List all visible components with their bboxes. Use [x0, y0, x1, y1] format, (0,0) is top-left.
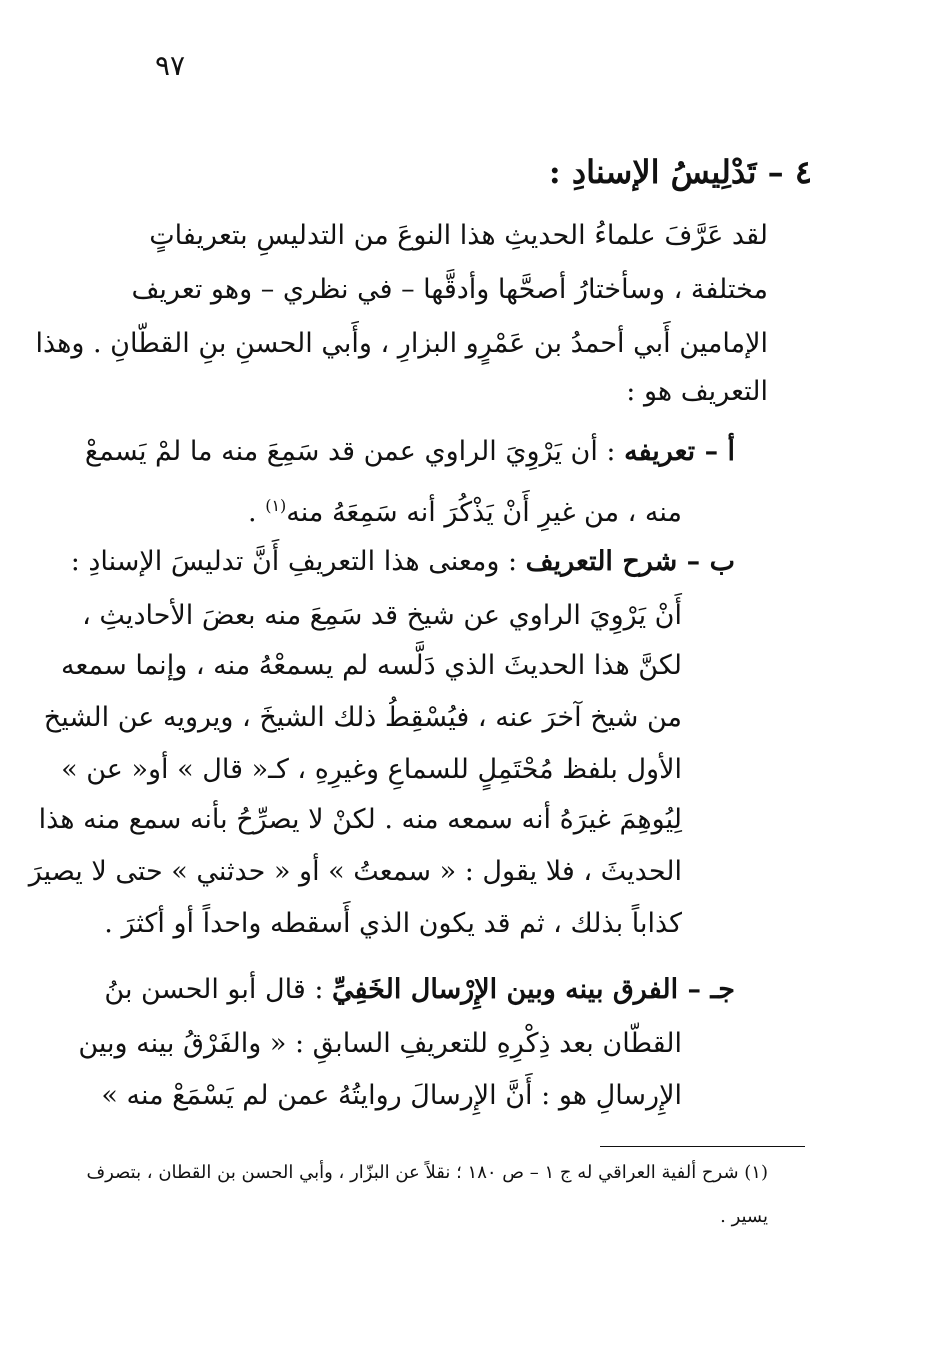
section-c-line-3: الإِرسالِ هو : أَنَّ الإِرسالَ روايتُهُ عمن لم يَسْمَعْ منه »: [101, 1080, 682, 1111]
section-b-line-5: الأول بلفظ مُحْتَمِلٍ للسماعِ وغيرِهِ ، كـ« قال » أو« عن »: [61, 754, 682, 785]
section-heading: ٤ – تَدْلِيسُ الإسنادِ :: [548, 153, 812, 191]
section-b-line-1: [71, 542, 735, 582]
section-a-line-2: [248, 486, 682, 533]
section-b-line-2: أَنْ يَرْوِيَ الراوي عن شيخ قد سَمِعَ منه بعضَ الأحاديثِ ،: [82, 600, 682, 631]
intro-line-2: مختلفة ، وسأختارُ أصحَّها وأدقَّها – في نظري – وهو تعريف: [131, 274, 768, 305]
section-a-line-1: [85, 432, 735, 472]
section-c-line-2: القطّان بعد ذِكْرِهِ للتعريفِ السابقِ : « والفَرْقُ بينه وبين: [78, 1028, 682, 1059]
section-c-label: جـ – الفرق بينه وبين الإِرْسال الخَفِيِّ: [332, 974, 735, 1005]
footnote-ref: (١): [265, 496, 287, 515]
section-b-line-3: لكنَّ هذا الحديثَ الذي دَلَّسه لم يسمعْهُ منه ، وإنما سمعه: [61, 650, 682, 681]
section-b-intro: : ومعنى هذا التعريفِ أَنَّ تدليسَ الإسنادِ :: [70, 546, 526, 577]
section-b-line-7: الحديثَ ، فلا يقول : « سمعتُ » أو « حدثني » حتى لا يصيرَ: [28, 856, 682, 887]
intro-line-4: التعريف هو :: [626, 376, 768, 407]
footnote-line-2: يسير .: [720, 1206, 768, 1227]
section-a-period: .: [248, 497, 266, 528]
section-b-label: ب – شرح التعريف: [525, 546, 735, 577]
section-b-line-4: من شيخ آخرَ عنه ، فيُسْقِطُ ذلك الشيخَ ، ويرويه عن الشيخ: [43, 702, 682, 733]
footnote-line-1: (١) شرح ألفية العراقي له ج ١ – ص ١٨٠ ؛ نقلاً عن البزّار ، وأبي الحسن بن القطان ، بتصرف: [86, 1162, 768, 1183]
section-b-line-6: لِيُوهِمَ غيرَهُ أنه سمعه منه . لكنْ لا يصرِّحُ بأنه سمع منه هذا: [38, 804, 682, 835]
section-a-definition-cont: منه ، من غيرِ أَنْ يَذْكُرَ أنه سَمِعَهُ منه: [286, 497, 682, 528]
section-c-line-1: [104, 970, 735, 1010]
section-a-definition: : أن يَرْوِيَ الراوي عمن قد سَمِعَ منه ما لمْ يَسمعْ: [84, 436, 625, 467]
intro-line-3: الإمامين أَبي أحمدُ بن عَمْرٍو البزارِ ، وأَبي الحسنِ بنِ القطّانِ . وهذا: [35, 328, 768, 359]
footnote-separator: [600, 1146, 805, 1147]
intro-line-1: لقد عَرَّفَ علماءُ الحديثِ هذا النوعَ من التدليسِ بتعريفاتٍ: [149, 220, 768, 251]
page-number: ٩٧: [154, 49, 186, 82]
section-c-intro: : قال أبو الحسن بنُ: [104, 974, 332, 1005]
section-a-label: أ – تعريفه: [624, 436, 735, 467]
section-b-line-8: كذاباً بذلك ، ثم قد يكون الذي أَسقطه واحداً أو أكثرَ .: [104, 908, 682, 939]
